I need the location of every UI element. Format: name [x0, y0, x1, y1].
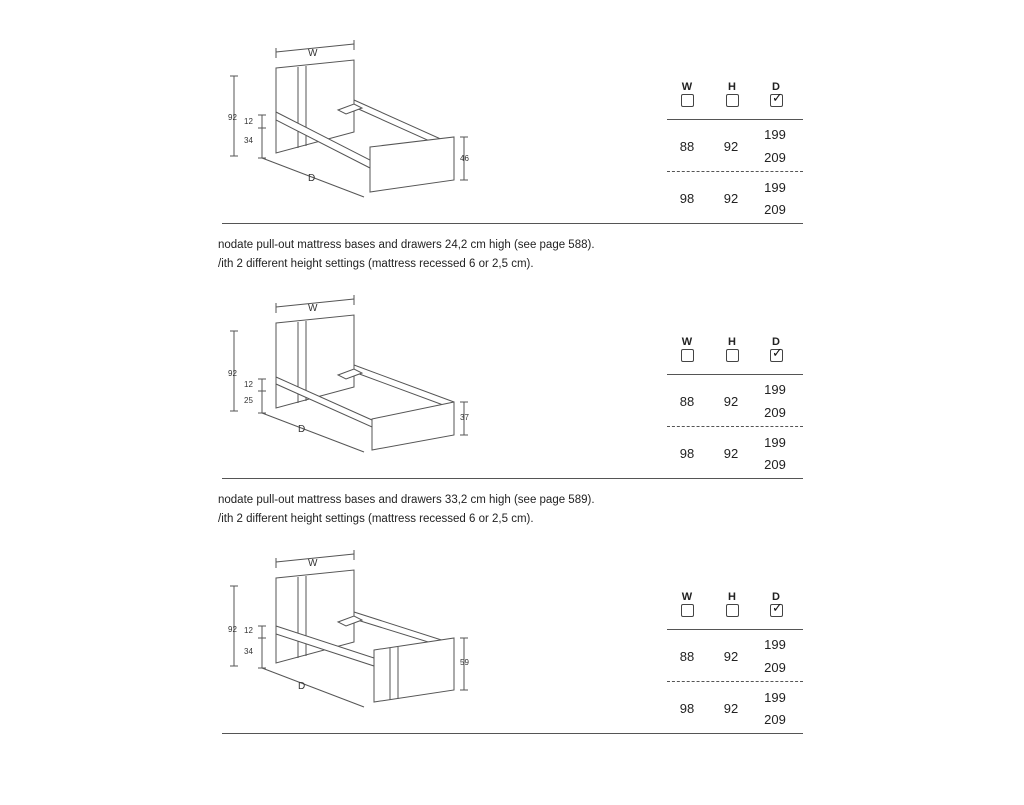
dimension-table-header — [667, 336, 803, 366]
section-notes — [218, 236, 595, 274]
bed-spec-section-3 — [0, 550, 1024, 805]
checkbox-d[interactable] — [770, 345, 783, 362]
note-line: nodate pull-out mattress bases and drawers 24,2 cm high (see page 588). — [218, 239, 595, 251]
row2-width: 98 — [679, 191, 695, 206]
row-divider — [667, 171, 803, 172]
row2-width: 98 — [679, 446, 695, 461]
row1-height: 92 — [723, 139, 739, 154]
row-divider — [667, 681, 803, 682]
row1-width: 88 — [679, 139, 695, 154]
col-w-label: W — [681, 336, 693, 348]
col-d-label: D — [772, 81, 780, 93]
section-notes — [218, 491, 595, 529]
svg-text:92: 92 — [228, 625, 237, 634]
table-rule — [667, 374, 803, 375]
row1-depth-b: 209 — [764, 405, 786, 420]
note-line: /ith 2 different height settings (mattress recessed 6 or 2,5 cm). — [218, 258, 534, 270]
bed-dimension-drawing — [222, 40, 482, 240]
row2-depth-a: 199 — [764, 180, 786, 195]
note-line: nodate pull-out mattress bases and drawers 33,2 cm high (see page 589). — [218, 494, 595, 506]
checkbox-h[interactable] — [726, 604, 739, 617]
bed-drawing-svg — [222, 40, 482, 240]
svg-text:D: D — [308, 173, 316, 184]
svg-text:W: W — [308, 303, 318, 314]
row2-depth-a: 199 — [764, 690, 786, 705]
bed-drawing-svg — [222, 550, 482, 750]
svg-text:92: 92 — [228, 369, 237, 378]
check-mark-icon: ✓ — [772, 90, 783, 105]
row1-width: 88 — [679, 649, 695, 664]
svg-text:D: D — [298, 424, 306, 435]
col-d-label: D — [772, 336, 780, 348]
bed-spec-section-2 — [0, 295, 1024, 550]
svg-text:46: 46 — [460, 154, 469, 163]
row2-depth-a: 199 — [764, 435, 786, 450]
checkbox-w[interactable] — [681, 604, 694, 617]
section-rule — [222, 733, 803, 734]
note-line: /ith 2 different height settings (mattress recessed 6 or 2,5 cm). — [218, 513, 534, 525]
row2-depth-b: 209 — [764, 457, 786, 472]
bed-dimension-drawing — [222, 295, 482, 495]
svg-text:34: 34 — [244, 136, 253, 145]
row1-depth-a: 199 — [764, 127, 786, 142]
svg-text:37: 37 — [460, 413, 469, 422]
svg-text:W: W — [308, 558, 318, 569]
row1-depth-a: 199 — [764, 637, 786, 652]
row2-depth-b: 209 — [764, 202, 786, 217]
col-w-label: W — [681, 81, 693, 93]
row2-width: 98 — [679, 701, 695, 716]
row2-height: 92 — [723, 191, 739, 206]
row2-depth-b: 209 — [764, 712, 786, 727]
svg-text:59: 59 — [460, 658, 469, 667]
svg-text:92: 92 — [228, 113, 237, 122]
svg-text:12: 12 — [244, 626, 253, 635]
checkbox-d[interactable] — [770, 90, 783, 107]
svg-text:25: 25 — [244, 396, 253, 405]
svg-text:12: 12 — [244, 117, 253, 126]
svg-text:12: 12 — [244, 380, 253, 389]
table-rule — [667, 629, 803, 630]
row2-height: 92 — [723, 446, 739, 461]
svg-text:34: 34 — [244, 647, 253, 656]
row1-depth-a: 199 — [764, 382, 786, 397]
check-mark-icon: ✓ — [772, 600, 783, 615]
section-rule — [222, 478, 803, 479]
table-rule — [667, 119, 803, 120]
bed-drawing-svg — [222, 295, 482, 495]
checkbox-w[interactable] — [681, 349, 694, 362]
row1-height: 92 — [723, 394, 739, 409]
col-h-label: H — [728, 81, 736, 93]
section-rule — [222, 223, 803, 224]
row-divider — [667, 426, 803, 427]
checkbox-d[interactable] — [770, 600, 783, 617]
row1-depth-b: 209 — [764, 660, 786, 675]
row1-height: 92 — [723, 649, 739, 664]
svg-text:W: W — [308, 48, 318, 59]
bed-dimension-drawing — [222, 550, 482, 750]
bed-spec-section-1 — [0, 40, 1024, 295]
checkbox-w[interactable] — [681, 94, 694, 107]
row2-height: 92 — [723, 701, 739, 716]
col-h-label: H — [728, 336, 736, 348]
svg-text:D: D — [298, 681, 306, 692]
col-h-label: H — [728, 591, 736, 603]
row1-depth-b: 209 — [764, 150, 786, 165]
dimension-table-header — [667, 81, 803, 111]
checkbox-h[interactable] — [726, 349, 739, 362]
check-mark-icon: ✓ — [772, 345, 783, 360]
checkbox-h[interactable] — [726, 94, 739, 107]
col-w-label: W — [681, 591, 693, 603]
row1-width: 88 — [679, 394, 695, 409]
col-d-label: D — [772, 591, 780, 603]
dimension-table-header — [667, 591, 803, 621]
